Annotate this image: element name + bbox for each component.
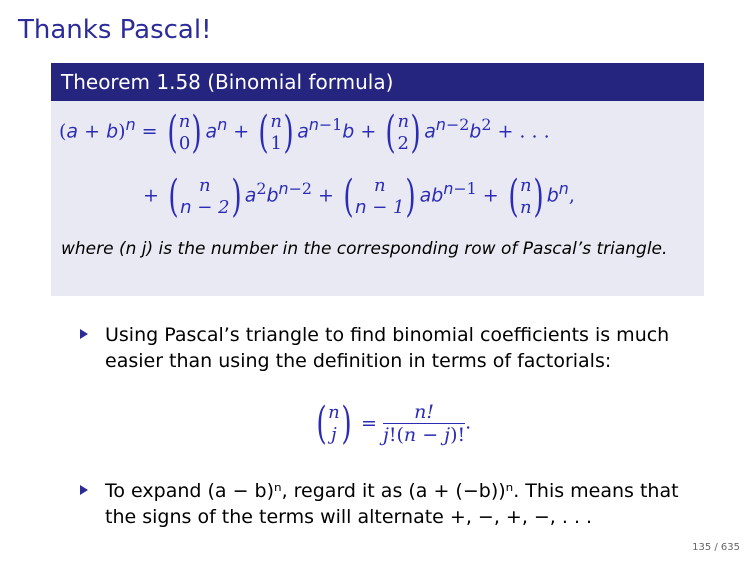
bullet-triangle-icon [80, 329, 88, 339]
theorem-block [51, 63, 704, 296]
bullet-text: To expand (a − b)ⁿ, regard it as (a + (−b))ⁿ. This means that the signs of the terms will alternate +, −, +, −, . . . [105, 480, 679, 528]
page-number: 135 / 635 [692, 542, 740, 553]
theorem-where-text: where (n j) is the number in the corresponding row of Pascal’s triangle. [61, 239, 668, 259]
binomial-formula-line-2: + ( n n − 2 ) $a^2b^{n-2}$ + ( n n − 1 ) $ab^{n-1}$ + ( n n ) $b^n$, [143, 171, 575, 222]
bullet-item [84, 322, 684, 374]
bullet-text: Using Pascal’s triangle to find binomial coefficients is much easier than using the definition in terms of factorials: [105, 324, 670, 372]
binomial-formula-line-1: $(a + b)^n$ = ( n 0 ) $a^n$ + ( n 1 ) $a^{n-1}b$ + ( n 2 ) $a^{n-2}b^2$ + . . . [59, 107, 550, 158]
factorial-definition: ( n j ) = $\frac{n!}{j!(n - j)!}$ . [316, 398, 472, 449]
bullet-triangle-icon [80, 485, 88, 495]
theorem-header: Theorem 1.58 (Binomial formula) [51, 63, 704, 101]
slide-title: Thanks Pascal! [18, 15, 212, 45]
bullet-item [84, 478, 684, 530]
